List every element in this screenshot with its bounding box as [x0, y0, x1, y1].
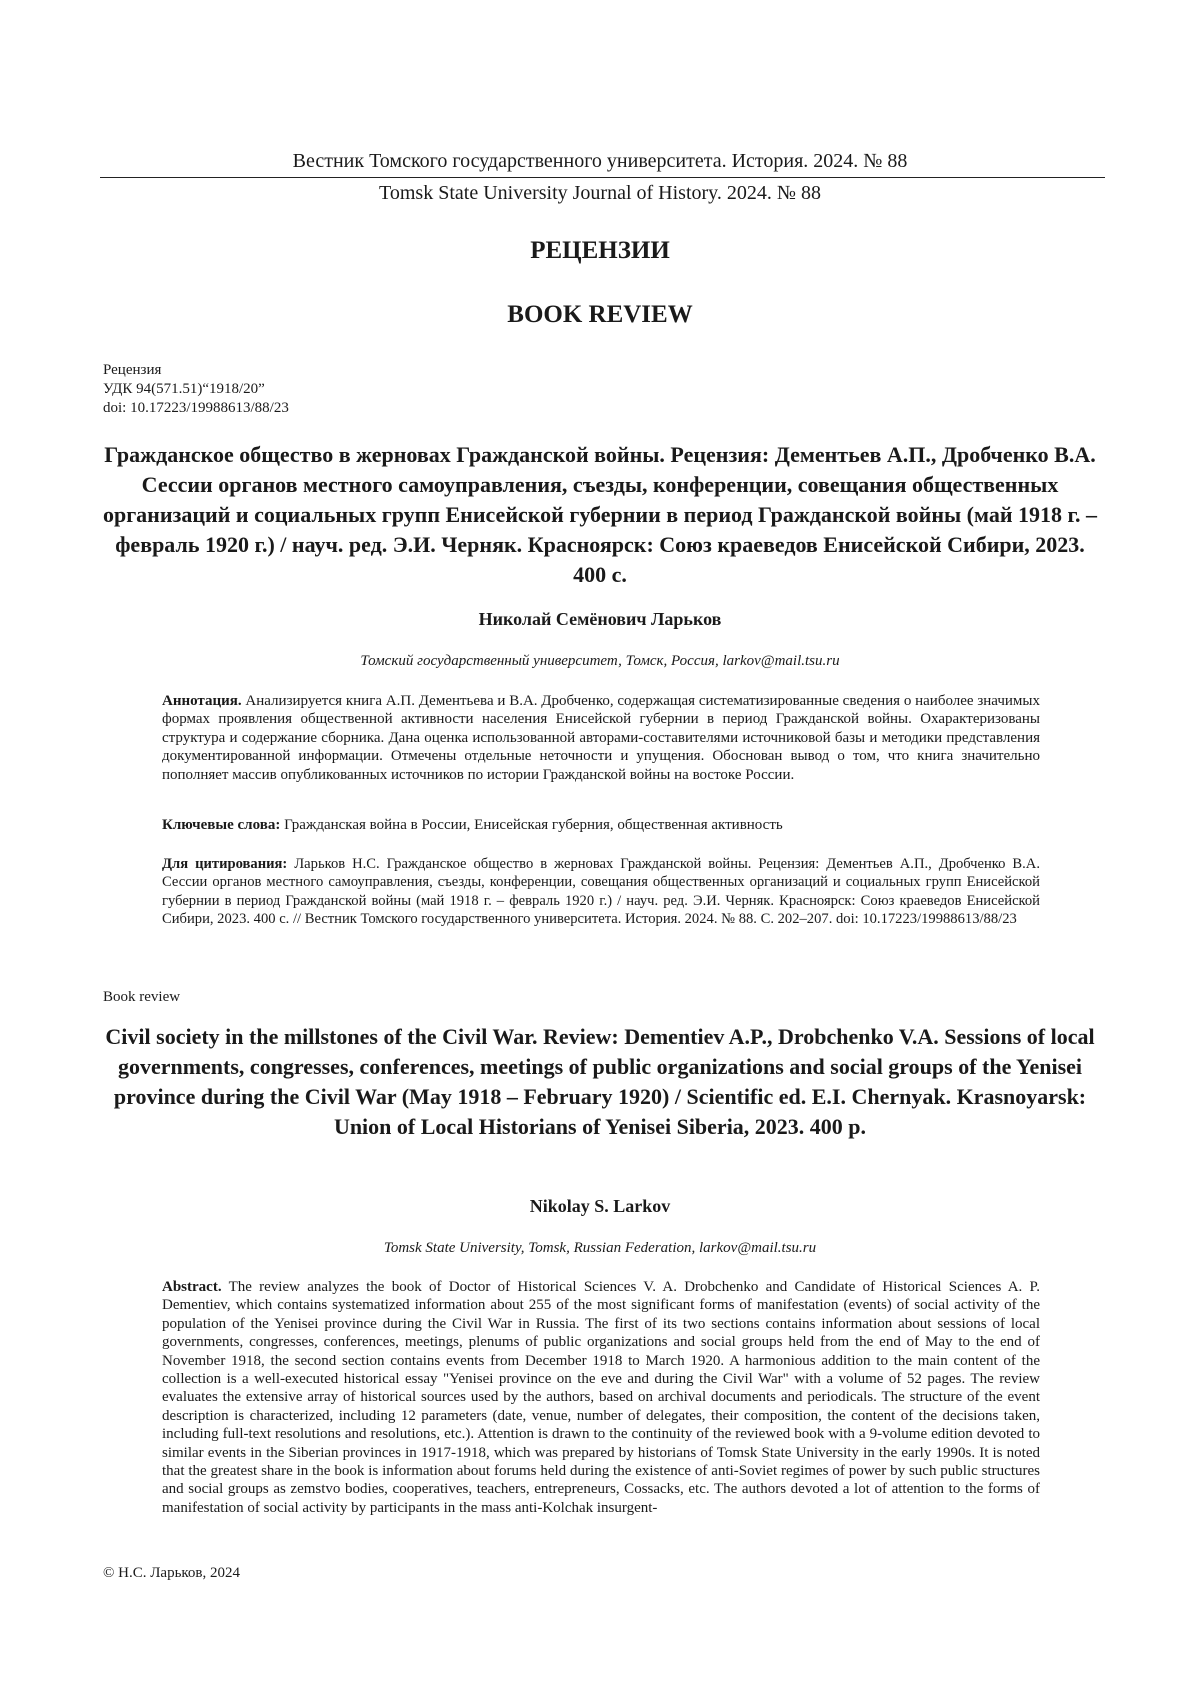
doi: doi: 10.17223/19988613/88/23	[103, 400, 289, 416]
citation-text-ru: Ларьков Н.С. Гражданское общество в жерновах Гражданской войны. Рецензия: Дементьев А.П., Дробченко В.А. Сессии органов местного самоуправления, съезды, конференции, совещания общественных организаций и социальных групп Енисейской губернии в период Гражданской войны (май 1918 г. – февраль 1920 г.) / науч. ред. Э.И. Черняк. Красноярск: Союз краеведов Енисейской Сибири, 2023. 400 с. // Вестник Томского государственного университета. История. 2024. № 88. С. 202–207. doi: 10.17223/19988613/88/23	[162, 856, 1040, 928]
abstract-text-ru: Анализируется книга А.П. Дементьева и В.А. Дробченко, содержащая систематизированные сведения о наиболее значимых формах проявления общественной активности населения Енисейской губернии в период Гражданской войны. Охарактеризованы структура и содержание сборника. Дана оценка использованной авторами-составителями источниковой базы и методики представления документированной информации. Отмечены отдельные неточности и упущения. Обоснован вывод о том, что книга значительно пополняет массив опубликованных источников по истории Гражданской войны на востоке России.	[162, 693, 1040, 783]
article-metadata	[103, 361, 289, 418]
author-affiliation-en: Tomsk State University, Tomsk, Russian Federation, larkov@mail.tsu.ru	[383, 1240, 817, 1256]
author-name-en: Nikolay S. Larkov	[529, 1196, 671, 1216]
article-type-en: Book review	[103, 989, 181, 1005]
keywords-ru	[162, 816, 1040, 834]
keywords-text-ru: Гражданская война в России, Енисейская губерния, общественная активность	[280, 817, 783, 833]
header-divider	[100, 177, 1105, 178]
section-heading-en: BOOK REVIEW	[507, 301, 693, 328]
abstract-label-ru: Аннотация.	[162, 693, 242, 709]
journal-header-ru: Вестник Томского государственного университета. История. 2024. № 88	[292, 150, 908, 172]
citation-ru	[162, 855, 1040, 929]
article-title-ru: Гражданское общество в жерновах Гражданской войны. Рецензия: Дементьев А.П., Дробченко В.А. Сессии органов местного самоуправления, съезды, конференции, совещания общественных организаций и социальных групп Енисейской губернии в период Гражданской войны (май 1918 г. – февраль 1920 г.) / науч. ред. Э.И. Черняк. Красноярск: Союз краеведов Енисейской Сибири, 2023. 400 с.	[102, 442, 1098, 587]
article-title-en: Civil society in the millstones of the Civil War. Review: Dementiev A.P., Drobchenko V.A. Sessions of local governments, congresses, conferences, meetings of public organizations and social groups of the Yenisei province during the Civil War (May 1918 – February 1920) / Scientific ed. E.I. Chernyak. Krasnoyarsk: Union of Local Historians of Yenisei Siberia, 2023. 400 p.	[105, 1024, 1095, 1139]
article-type: Рецензия	[103, 362, 162, 378]
section-heading-ru: РЕЦЕНЗИИ	[530, 237, 670, 264]
author-name-ru: Николай Семёнович Ларьков	[478, 609, 722, 629]
abstract-label-en: Abstract.	[162, 1279, 222, 1295]
abstract-en	[162, 1278, 1040, 1517]
abstract-ru	[162, 692, 1040, 784]
author-affiliation-ru: Томский государственный университет, Томск, Россия, larkov@mail.tsu.ru	[360, 653, 840, 669]
citation-label-ru: Для цитирования:	[162, 856, 288, 872]
copyright-notice: © Н.С. Ларьков, 2024	[103, 1565, 241, 1581]
abstract-text-en: The review analyzes the book of Doctor of Historical Sciences V. A. Drobchenko and Candidate of Historical Sciences A. P. Dementiev, which contains systematized information about 255 of the most significant forms of manifestation (events) of social activity of the population of the Yenisei province during the Civil War in Russia. The first of its two sections contains information about sessions of local governments, congresses, conferences, meetings, plenums of public organizations and social groups held from the end of May to the end of November 1918, the second section contains events from December 1918 to March 1920. A harmonious addition to the main content of the collection is a well-executed historical essay "Yenisei province on the eve and during the Civil War" with a volume of 52 pages. The review evaluates the extensive array of historical sources used by the authors, based on archival documents and periodicals. The structure of the event description is characterized, including 12 parameters (date, venue, number of delegates, their composition, the content of the decisions taken, including full-text resolutions and resolutions, etc.). Attention is drawn to the continuity of the reviewed book with a 9-volume edition devoted to similar events in the Siberian provinces in 1917-1918, which was prepared by historians of Tomsk State University in the early 1990s. It is noted that the greatest share in the book is information about forums held during the existence of anti-Soviet regimes of power by such public structures and social groups as zemstvo bodies, cooperatives, teachers, entrepreneurs, Cossacks, etc. The authors devoted a lot of attention to the forms of manifestation of social activity by participants in the mass anti-Kolchak insurgent-	[162, 1279, 1040, 1516]
keywords-label-ru: Ключевые слова:	[162, 817, 281, 833]
udc-code: УДК 94(571.51)“1918/20”	[103, 381, 265, 397]
journal-header-en: Tomsk State University Journal of History. 2024. № 88	[379, 182, 821, 204]
